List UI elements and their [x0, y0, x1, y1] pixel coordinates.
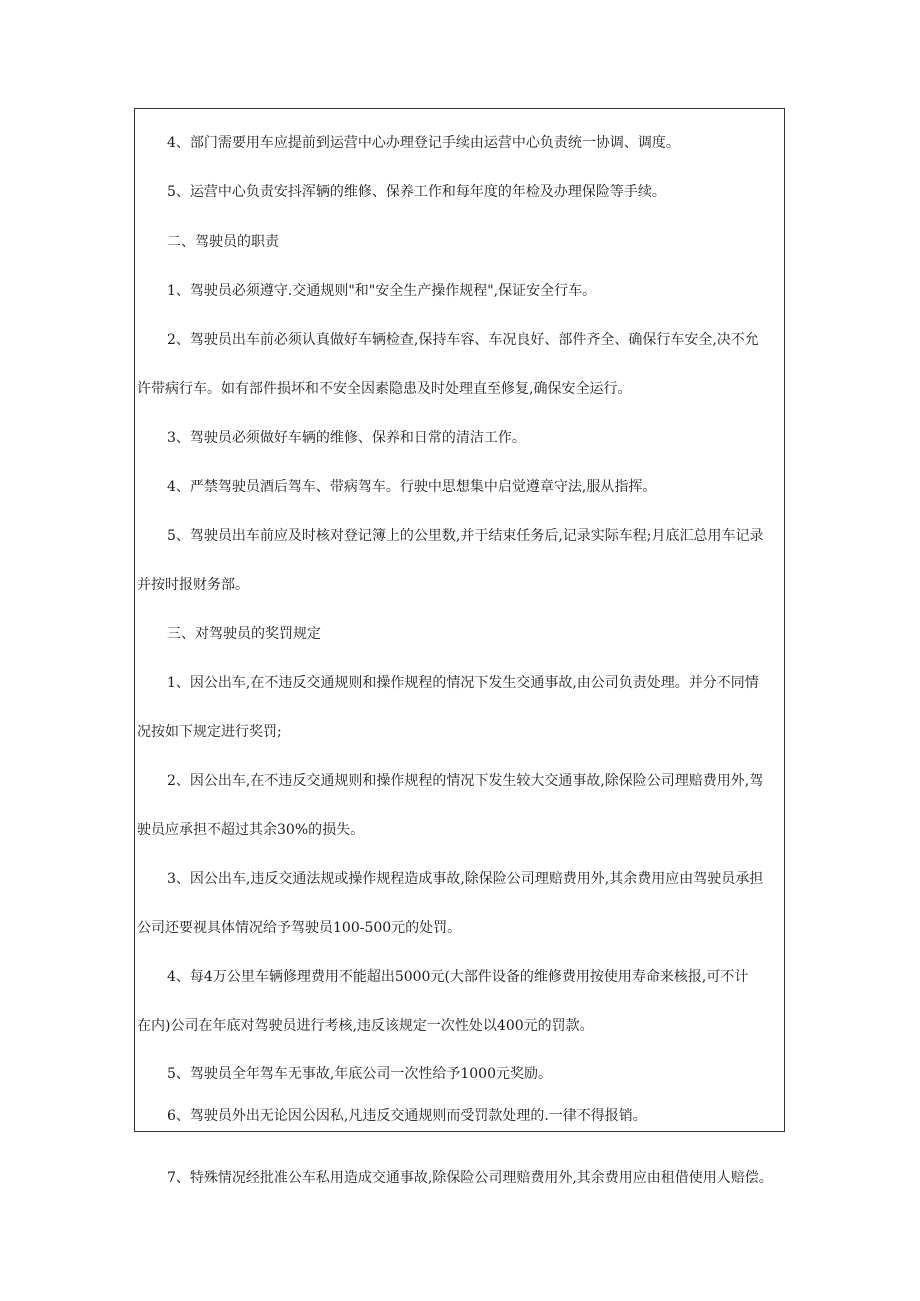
paragraph-line: 4、严禁驾驶员酒后驾车、带病驾车。行驶中思想集中启觉遵章守法,服从指挥。 [167, 479, 657, 495]
paragraph-line: 7、特殊情况经批准公车私用造成交通事故,除保险公司理赔费用外,其余费用应由租借使用人赔偿。 [167, 1170, 773, 1186]
paragraph-line: 5、驾驶员出车前应及时核对登记簿上的公里数,并于结束任务后,记录实际车程;月底汇总用车记录 [167, 528, 764, 544]
section-heading: 二、驾驶员的职责 [167, 234, 279, 250]
section-heading: 三、对驾驶员的奖罚规定 [167, 626, 321, 642]
paragraph-line: 况按如下规定进行奖罚; [137, 724, 282, 740]
paragraph-line: 许带病行车。如有部件损坏和不安全因素隐患及时处理直至修复,确保安全运行。 [137, 381, 632, 397]
paragraph-line: 公司还要视具体情况给予驾驶员100-500元的处罚。 [137, 920, 462, 936]
paragraph-line: 3、因公出车,违反交通法规或操作规程造成事故,除保险公司理赔费用外,其余费用应由驾驶员承担 [167, 871, 764, 887]
paragraph-line: 2、驾驶员出车前必须认真做好车辆检查,保持车容、车况良好、部件齐全、确保行车安全,决不允 [167, 332, 759, 348]
paragraph-line: 1、因公出车,在不违反交通规则和操作规程的情况下发生交通事故,由公司负责处理。并分不同情 [167, 675, 759, 691]
paragraph-line: 并按时报财务部。 [137, 577, 249, 593]
paragraph-line: 5、运营中心负责安抖浑辆的维修、保养工作和每年度的年检及办理保险等手续。 [167, 184, 666, 200]
paragraph-line: 4、每4万公里车辆修理费用不能超出5000元(大部件设备的维修费用按使用寿命来核报,可不计 [167, 969, 749, 985]
paragraph-line: 4、部门需要用车应提前到运营中心办理登记手续由运营中心负责统一协调、调度。 [167, 135, 680, 151]
paragraph-line: 在内)公司在年底对驾驶员进行考核,违反该规定一次性处以400元的罚款。 [137, 1018, 594, 1034]
paragraph-line: 1、驾驶员必须遵守.交通规则"和"安全生产操作规程",保证安全行车。 [167, 283, 597, 299]
paragraph-line: 驶员应承担不超过其余30%的损失。 [137, 822, 365, 838]
paragraph-line: 2、因公出车,在不违反交通规则和操作规程的情况下发生较大交通事故,除保险公司理赔费用外,驾 [167, 773, 764, 789]
paragraph-line: 6、驾驶员外出无论因公因私,凡违反交通规则而受罚款处理的.一律不得报销。 [167, 1108, 647, 1124]
paragraph-line: 5、驾驶员全年驾车无事故,年底公司一次性给予1000元奖励。 [167, 1066, 552, 1082]
paragraph-line: 3、驾驶员必须做好车辆的维修、保养和日常的清洁工作。 [167, 430, 526, 446]
